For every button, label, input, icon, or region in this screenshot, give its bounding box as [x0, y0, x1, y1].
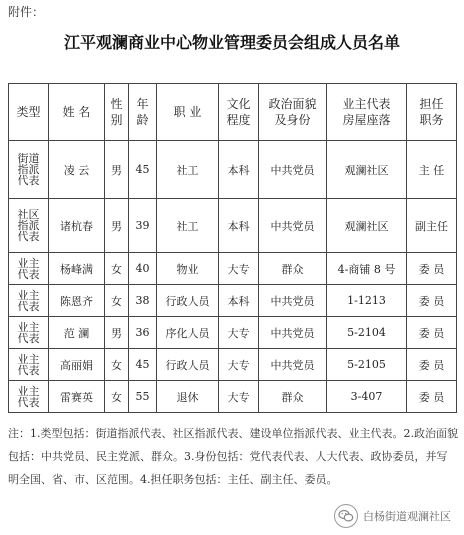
header-cell: 类型 — [9, 84, 49, 141]
watermark-text: 白杨街道观澜社区 — [363, 510, 451, 523]
name-cell: 诸杭春 — [49, 199, 105, 253]
occupation-cell: 序化人员 — [157, 317, 219, 349]
age-cell: 55 — [129, 381, 157, 413]
education-cell: 大专 — [219, 317, 259, 349]
education-cell: 大专 — [219, 381, 259, 413]
header-cell: 文化 程度 — [219, 84, 259, 141]
table-header-row — [9, 84, 457, 141]
gender-cell: 女 — [105, 253, 129, 285]
education-cell: 大专 — [219, 253, 259, 285]
gender-cell: 女 — [105, 349, 129, 381]
gender-cell: 男 — [105, 141, 129, 199]
wechat-icon — [334, 504, 358, 528]
table-row — [9, 141, 457, 199]
age-cell: 40 — [129, 253, 157, 285]
type-cell: 业主 代表 — [9, 253, 49, 285]
education-cell: 本科 — [219, 285, 259, 317]
property-cell: 1-1213 — [327, 285, 407, 317]
table-row — [9, 199, 457, 253]
name-cell: 高丽娟 — [49, 349, 105, 381]
header-cell: 职 业 — [157, 84, 219, 141]
education-cell: 大专 — [219, 349, 259, 381]
political-cell: 中共党员 — [259, 349, 327, 381]
table-row — [9, 381, 457, 413]
position-cell: 委 员 — [407, 285, 457, 317]
header-cell: 业主代表 房屋座落 — [327, 84, 407, 141]
political-cell: 群众 — [259, 381, 327, 413]
position-cell: 主 任 — [407, 141, 457, 199]
type-cell: 业主 代表 — [9, 381, 49, 413]
occupation-cell: 社工 — [157, 141, 219, 199]
gender-cell: 男 — [105, 199, 129, 253]
education-cell: 本科 — [219, 141, 259, 199]
table-row — [9, 317, 457, 349]
header-cell: 政治面貌 及身份 — [259, 84, 327, 141]
page-title: 江平观澜商业中心物业管理委员会组成人员名单 — [63, 33, 400, 52]
name-cell: 凌 云 — [49, 141, 105, 199]
header-cell: 姓 名 — [49, 84, 105, 141]
watermark — [334, 501, 462, 531]
header-cell: 年 龄 — [129, 84, 157, 141]
attachment-label: 附件： — [8, 5, 45, 19]
position-cell: 委 员 — [407, 381, 457, 413]
position-cell: 委 员 — [407, 253, 457, 285]
property-cell: 观澜社区 — [327, 199, 407, 253]
name-cell: 雷赛英 — [49, 381, 105, 413]
occupation-cell: 退休 — [157, 381, 219, 413]
name-cell: 范 澜 — [49, 317, 105, 349]
table-row — [9, 253, 457, 285]
gender-cell: 女 — [105, 285, 129, 317]
table-row — [9, 285, 457, 317]
political-cell: 中共党员 — [259, 285, 327, 317]
age-cell: 39 — [129, 199, 157, 253]
gender-cell: 男 — [105, 317, 129, 349]
position-cell: 委 员 — [407, 349, 457, 381]
property-cell: 4-商铺 8 号 — [327, 253, 407, 285]
age-cell: 38 — [129, 285, 157, 317]
notes-paragraph: 注：1.类型包括：街道指派代表、社区指派代表、建设单位指派代表、业主代表。2.政治面貌包括：中共党员、民主党派、群众。3.身份包括：党代表代表、人大代表、政协委员，并写明全国、省、市、区范围。4.担任职务包括：主任、副主任、委员。 — [8, 427, 458, 486]
gender-cell: 女 — [105, 381, 129, 413]
type-cell: 业主 代表 — [9, 285, 49, 317]
header-cell: 担任 职务 — [407, 84, 457, 141]
political-cell: 中共党员 — [259, 141, 327, 199]
type-cell: 业主 代表 — [9, 349, 49, 381]
property-cell: 观澜社区 — [327, 141, 407, 199]
age-cell: 36 — [129, 317, 157, 349]
age-cell: 45 — [129, 141, 157, 199]
occupation-cell: 社工 — [157, 199, 219, 253]
political-cell: 中共党员 — [259, 199, 327, 253]
name-cell: 陈恩齐 — [49, 285, 105, 317]
position-cell: 副主任 — [407, 199, 457, 253]
type-cell: 社区 指派 代表 — [9, 199, 49, 253]
property-cell: 5-2105 — [327, 349, 407, 381]
name-cell: 杨峰满 — [49, 253, 105, 285]
header-cell: 性 别 — [105, 84, 129, 141]
occupation-cell: 行政人员 — [157, 349, 219, 381]
political-cell: 群众 — [259, 253, 327, 285]
age-cell: 45 — [129, 349, 157, 381]
member-table — [8, 83, 457, 413]
political-cell: 中共党员 — [259, 317, 327, 349]
occupation-cell: 物业 — [157, 253, 219, 285]
table-row — [9, 349, 457, 381]
education-cell: 本科 — [219, 199, 259, 253]
occupation-cell: 行政人员 — [157, 285, 219, 317]
position-cell: 委 员 — [407, 317, 457, 349]
type-cell: 街道 指派 代表 — [9, 141, 49, 199]
property-cell: 3-407 — [327, 381, 407, 413]
property-cell: 5-2104 — [327, 317, 407, 349]
type-cell: 业主 代表 — [9, 317, 49, 349]
